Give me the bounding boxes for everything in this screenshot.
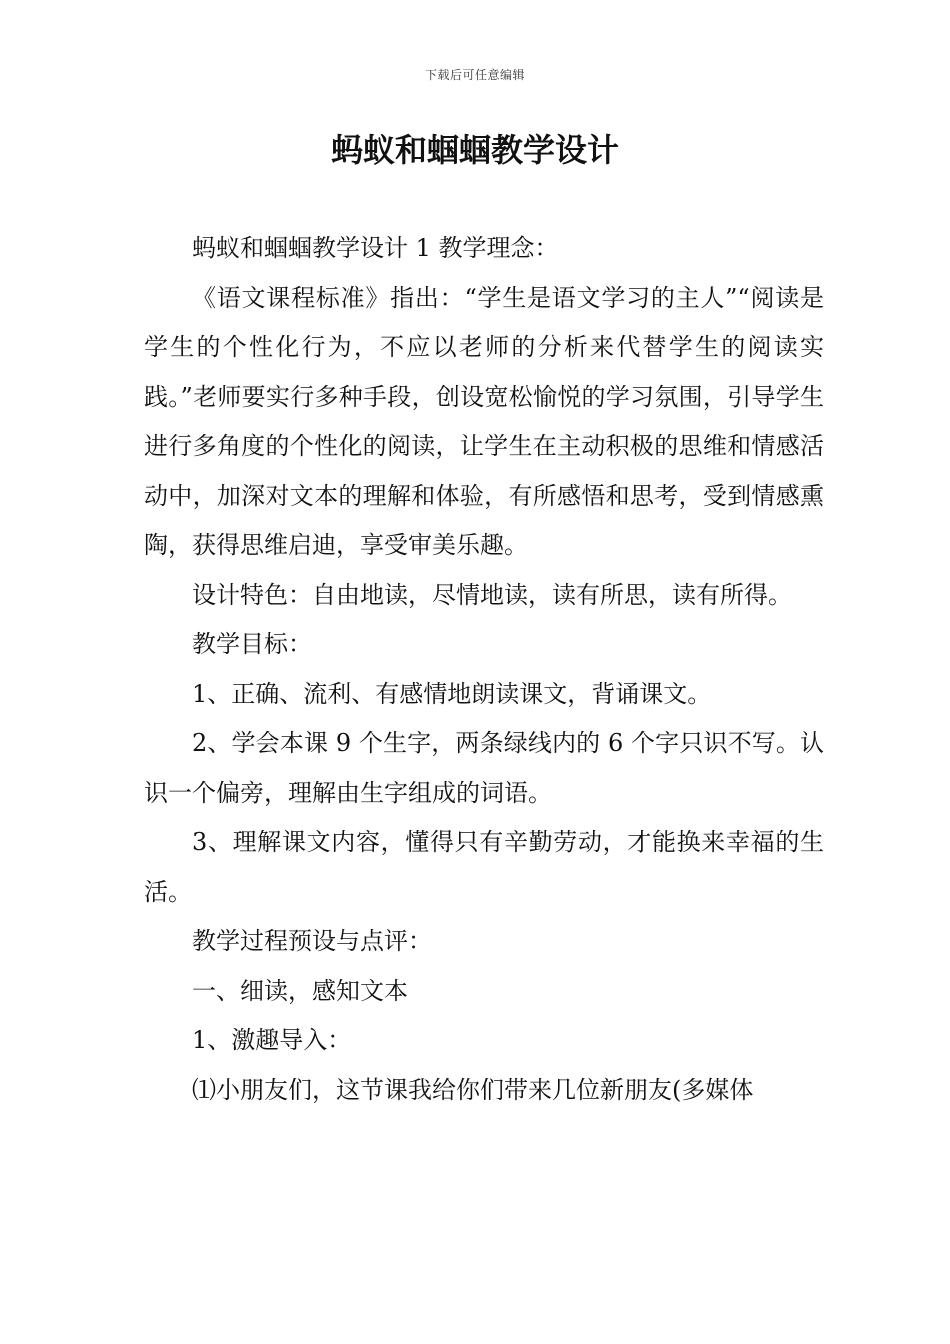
paragraph-step-1: 1、激趣导入： bbox=[192, 1026, 352, 1054]
document-title: 蚂蚁和蝈蝈教学设计 bbox=[330, 131, 619, 169]
paragraph-goals-heading: 教学目标： bbox=[192, 630, 312, 658]
paragraph-section-1: 一、细读，感知文本 bbox=[192, 976, 408, 1005]
paragraph-goal-3: 3、理解课文内容，懂得只有辛勤劳动，才能换来幸福的生活。 bbox=[144, 828, 824, 906]
document-body bbox=[144, 224, 824, 1115]
paragraph-process-heading: 教学过程预设与点评： bbox=[192, 927, 432, 955]
paragraph-goal-2: 2、学会本课 9 个生字，两条绿线内的 6 个字只识不写。认识一个偏旁，理解由生字组成的词语。 bbox=[144, 729, 824, 807]
paragraph-curriculum: 《语文课程标准》指出：“学生是语文学习的主人”“阅读是学生的个性化行为，不应以老师的分析来代替学生的阅读实践。”老师要实行多种手段，创设宽松愉悦的学习氛围，引导学生进行多角度的个性化的阅读，让学生在主动积极的思维和情感活动中，加深对文本的理解和体验，有所感悟和思考，受到情感熏陶，获得思维启迪，享受审美乐趣。 bbox=[144, 283, 824, 559]
paragraph-step-1-1: ⑴小朋友们，这节课我给你们带来几位新朋友(多媒体 bbox=[192, 1075, 754, 1104]
paragraph-goal-1: 1、正确、流利、有感情地朗读课文，背诵课文。 bbox=[192, 679, 712, 708]
page-header-note: 下载后可任意编辑 bbox=[424, 68, 525, 82]
paragraph-intro: 蚂蚁和蝈蝈教学设计 1 教学理念： bbox=[192, 234, 559, 262]
paragraph-design-feature: 设计特色：自由地读，尽情地读，读有所思，读有所得。 bbox=[192, 580, 792, 609]
